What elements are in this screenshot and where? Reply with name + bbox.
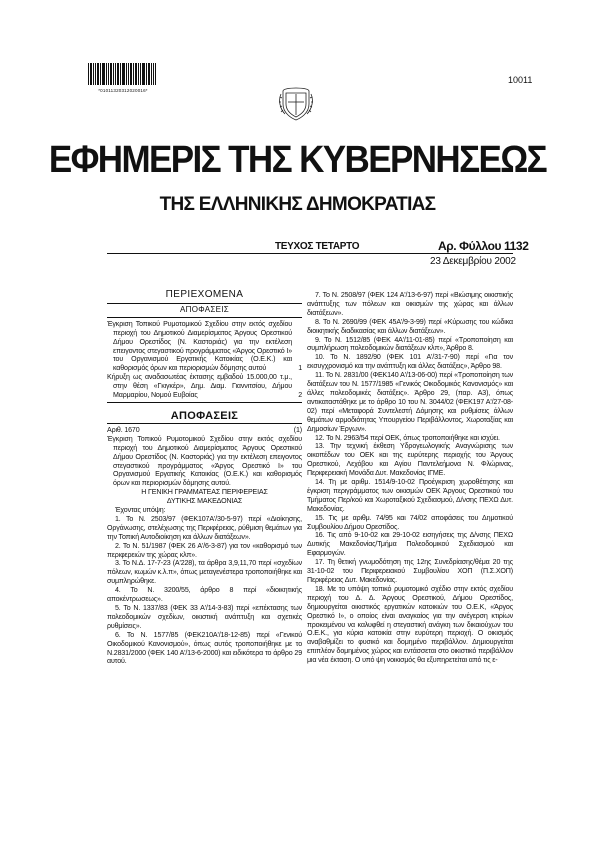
legal-point: 1. Το Ν. 2503/97 (ΦΕΚ107Α'/30-5-97) περί «Διοίκησης, Οργάνωσης, στελέχωσης της Περιφέρειας, ρύθμιση θεμάτων για την Τοπική Αυτοδιοίκηση και άλλων διατάξεων».: [107, 514, 302, 541]
legal-point: 9. Το Ν. 1512/85 (ΦΕΚ 4Α'/11-01-85) περί «Τροποποίηση και συμπλήρωση πολεοδομικών διατάξεων κλπ», Άρθρο 8.: [307, 335, 513, 353]
contents-rule-mid: [107, 317, 302, 318]
toc-item-text: Έγκριση Τοπικού Ρυμοτομικού Σχεδίου στην εκτός σχεδίου περιοχή του Δημοτικού Διαμερίσματος Άργους Ορεστικού Δήμου Ορεστίδος (Ν. Καστοριάς) για την εκτέλεση επειγοντος στεγαστικού προγράμματος «Άργος Ορεστικό Ι» του Οργανισμού Εργατικής Κατοικίας (Ο.Ε.Κ.) και καθορισμός όρων και περιορισμών δόμησης αυτού: [107, 319, 293, 373]
sheet-number: Αρ. Φύλλου 1132: [438, 239, 529, 253]
legal-point: 7. Το Ν. 2508/97 (ΦΕΚ 124 Α'/13-6-97) περί «Βιώσιμης οικιστικής ανάπτυξης των πόλεων και οικισμών της χώρας και άλλων διατάξεων».: [307, 291, 513, 317]
legal-point: 11. Το Ν. 2831/00 (ΦΕΚ140 Α'/13-06-00) περί «Τροποποίηση των διατάξεων του Ν. 1577/1985 «Γενικός Οικοδομικός Κανονισμός» και άλλες πολεοδομικές διατάξεις». Άρθρο 29, (παρ. Α3), όπως αντικαταστάθηκε με το άρθρο 10 του Ν. 3044/02 (ΦΕΚ197 Α'/27-08-02) περί «Μεταφορά Συντελεστή Δόμησης και ρυθμίσεις άλλων θεμάτων αρμοδιότητας Υπουργείου Περιβάλλοντος, Χωροταξίας και Δημοσίων Έργων».: [307, 371, 513, 433]
decisions-heading: ΑΠΟΦΑΣΕΙΣ: [170, 409, 239, 422]
legal-point: 17. Τη θετική γνωμοδότηση της 12ης Συνεδρίασης/θέμα 20 της 31-10-02 του Περιφερειακού Συμβουλίου ΧΟΠ (Π.Σ.ΧΟΠ) Περιφέρειας Δυτ. Μακεδονίας.: [307, 558, 513, 584]
gazette-title: ΕΦΗΜΕΡΙΣ ΤΗΣ ΚΥΒΕΡΝΗΣΕΩΣ: [48, 138, 547, 181]
legal-point: 3. Το Ν.Δ. 17-7-23 (Α'228), τα άρθρα 3,9,11,70 περί «σχεδίων πόλεων, κωμών κ.λ.π», όπως μεταγενέστερα τροποποιήθηκε και συμπληρώθηκε.: [107, 559, 302, 586]
contents-rule-bottom: [107, 402, 302, 403]
page-number: 10011: [508, 75, 533, 85]
gazette-subtitle: ΤΗΣ ΕΛΛΗΝΙΚΗΣ ΔΗΜΟΚΡΑΤΙΑΣ: [159, 194, 436, 215]
decision-number: Αριθ. 1670: [107, 425, 140, 434]
decision-intro: Έγκριση Τοπικού Ρυμοτομικού Σχεδίου στην εκτός σχεδίου περιοχή του Δημοτικού Διαμερίσματος Άργους Ορεστικού Δήμου Ορεστίδος (Ν. Καστοριάς) για την εκτέλεση επειγοντος στεγαστικού προγράμματος «Άργος Ορεστικό Ι» του Οργανισμού Εργατικής Κατοικίας (Ο.Ε.Κ.) και καθορισμός όρων και περιορισμών δόμησης αυτού.: [107, 434, 302, 488]
authority-line-2: ΔΥΤΙΚΗΣ ΜΑΚΕΔΟΝΙΑΣ: [166, 497, 243, 506]
toc-item-text: Κήρυξη ως αναδασωτέας έκτασης εμβαδού 15.000,00 τ.μ., στην θέση «Γκιγκέρ», Δημ. Διαμ. Γιαννιτσίου, Δήμου Μαρμαρίου, Νομού Ευβοίας: [107, 373, 292, 400]
barcode: [88, 63, 156, 85]
authority-line-1: Η ΓΕΝΙΚΗ ΓΡΑΜΜΑΤΕΑΣ ΠΕΡΙΦΕΡΕΙΑΣ: [141, 488, 268, 497]
issue-type: ΤΕΥΧΟΣ ΤΕΤΑΡΤΟ: [275, 241, 360, 252]
greek-coat-of-arms-icon: [279, 82, 313, 122]
decision-number-row: [107, 426, 302, 435]
legal-point: 18. Με το υπόψη τοπικό ρυμοτομικό σχέδιο στην εκτός σχεδίου περιοχή του Δ. Δ. Άργους Ορεστικού, Δήμου Ορεστίδος, δημιουργείται οικιστικός εργατικών κατοικιών του Ο.Ε.Κ, «Άργος Ορεστικό Ι», ο οποίος είναι αναγκαίος για την ανέγερση κτιρίων προκειμένου να καλυφθεί η στεγαστική ανάγκη των δικαιούχων του Ο.Ε.Κ., για κύρια κατοικία στην ευρύτερη περιοχή. Ο οικισμός αναβαθμίζει το φυσικό και δομημένο περιβάλλον. Δημιουργείται επιπλέον δομημένος χώρος και εντάσσεται στο οικιστικό περιβάλλον μια νέα έκταση. Ο υπό ψη νοικισμός θα εξυπηρετείται από τις ε-: [307, 584, 513, 665]
legal-point: 15. Τις με αριθμ. 74/95 και 74/02 αποφάσεις του Δημοτικού Συμβουλίου Δήμου Ορεστίδος.: [307, 513, 513, 531]
toc-item-page: 1: [298, 364, 302, 373]
decisions-rule: [107, 423, 302, 424]
contents-rule-top: [107, 303, 302, 304]
legal-point: 13. Την τεχνική έκθεση Υδρογεωλογικής Αναγνώρισης των οικοπέδων του ΟΕΚ και της ευρύτερης περιοχής του Άργους Ορεστικού, Λεχόβου και Αγίου Παντελεήμονα Ν. Φλώρινας, Περιφερειακή Μονάδα Δυτ. Μακεδονίας ΙΓΜΕ.: [307, 442, 513, 478]
decision-ref: (1): [293, 425, 302, 434]
toc-item-page: 2: [298, 391, 302, 400]
barcode-number: *01011320312020016*: [98, 88, 148, 93]
toc-item: [107, 320, 302, 373]
legal-point: 5. Το Ν. 1337/83 (ΦΕΚ 33 Α'/14-3-83) περί «επέκτασης των πολεοδομικών σχεδίων, οικιστική ανάπτυξη και σχετικές ρυθμίσεις».: [107, 604, 302, 630]
legal-point: 16. Τις από 9-10-02 και 29-10-02 εισηγήσεις της Δ/νσης ΠΕΧΩ Δυτικής Μακεδονίας/Τμήμα Πολεοδομικού Σχεδιασμού και Εφαρμογών.: [307, 531, 513, 558]
legal-point: 12. Το Ν. 2963/54 περί ΟΕΚ, όπως τροποποιήθηκε και ισχύει.: [315, 433, 500, 442]
legal-point: 4. Το Ν. 3200/55, άρθρο 8 περί «διοικητικής αποκέντρωσεως».: [107, 586, 302, 604]
legal-point: 8. Το Ν. 2690/99 (ΦΕΚ 45Α'/9-3-99) περί «Κύρωσης του κώδικα διοικητικής διαδικασίας και άλλων διατάξεων».: [307, 317, 513, 335]
right-column: [307, 291, 513, 665]
legal-point: 2. Το Ν. 51/1987 (ΦΕΚ 26 Α'/6-3-87) για τον «καθορισμό των περιφερειών της χώρας κλπ».: [107, 541, 302, 559]
toc-item: [107, 373, 302, 400]
header-rule: [107, 253, 513, 254]
left-column: [107, 291, 302, 666]
legal-point: 14. Τη με αριθμ. 1514/9-10-02 Προέγκριση χωροθέτησης και έγκριση περιγράμματος των οικισμών ΟΕΚ Άργους Ορεστικού του Τμήματος Περ/κού και Χωροταξικού Σχεδιασμού, Δ/νσης ΠΕΧΩ Δυτ. Μακεδονίας.: [307, 478, 513, 513]
considering: Έχοντας υπόψη:: [115, 506, 166, 515]
contents-heading: ΠΕΡΙΕΧΟΜΕΝΑ: [165, 289, 244, 300]
legal-point: 10. Το Ν. 1892/90 (ΦΕΚ 101 Α'/31-7-90) περί «Για τον εκσυγχρονισμό και την ανάπτυξη και άλλες διατάξεις», Άρθρο 98.: [307, 353, 513, 371]
issue-date: 23 Δεκεμβρίου 2002: [430, 256, 516, 267]
contents-decisions-heading: ΑΠΟΦΑΣΕΙΣ: [180, 304, 229, 314]
legal-point: 6. Το Ν. 1577/85 (ΦΕΚ210Α'/18-12-85) περί «Γενικού Οικοδομικού Κανονισμού», όπως αυτός τροποποιήθηκε με το Ν.2831/2000 (ΦΕΚ 140 Α'/13-6-2000) και ειδικότερα το άρθρο 29 αυτού.: [107, 630, 302, 666]
